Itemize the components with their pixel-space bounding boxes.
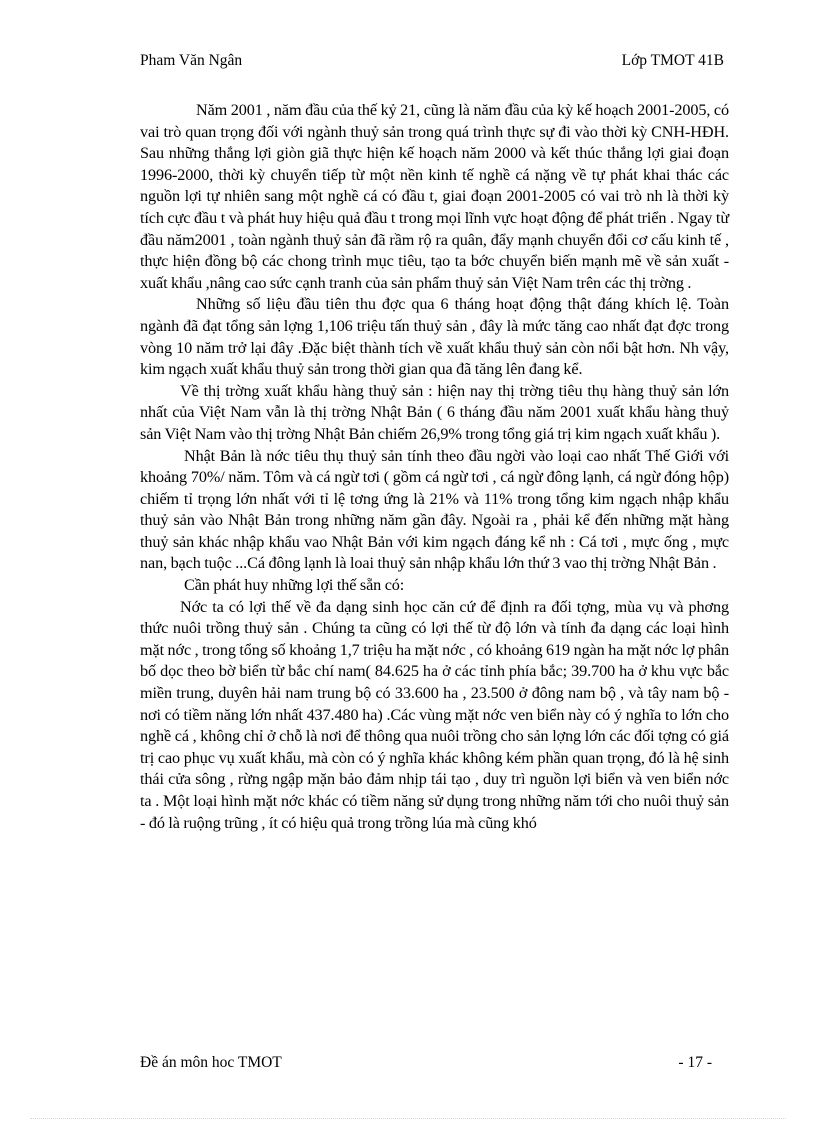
footer-page-number: - 17 - (678, 1054, 712, 1071)
paragraph-first-figures: Những số liệu đầu tiên thu đợc qua 6 tháng hoạt động thật đáng khích lệ. Toàn ngành đã đạt tổng sản lợng 1,106 triệu tấn thuỷ sản , đây là mức tăng cao nhất đạt đợc trong vòng 10 năm trở lại đây .Đặc biệt thành tích về xuất khẩu thuỷ sản còn nổi bật hơn. Nh vậy, kim ngạch xuất khẩu thuỷ sản trong thời gian qua đã tăng lên đang kể. (140, 295, 729, 379)
header-author: Pham Văn Ngân (140, 52, 243, 69)
paragraph-intro-2001: Năm 2001 , năm đầu của thế kỷ 21, cũng là năm đầu của kỳ kế hoạch 2001-2005, có vai trò quan trọng đối với ngành thuỷ sản trong quá trình thực sự đi vào thời kỳ CNH-HĐH. Sau những thắng lợi giòn giã thực hiện kế hoạch năm 2000 và kết thúc thắng lợi giai đoạn 1996-2000, thời kỳ chuyển tiếp từ một nền kinh tế nghề cá nặng về tự phát khai thác các nguồn lợi tự nhiên sang một nghề cá có đầu t, giai đoạn 2001-2005 có vai trò nh là thời kỳ tích cực đầu t và phát huy hiệu quả đầu t trong mọi lĩnh vực hoạt động để phát triển . Ngay từ đầu năm2001 , toàn ngành thuỷ sản đã rầm rộ ra quân, đẩy mạnh chuyển đổi cơ cấu kinh tế , thực hiện đồng bộ các chong trình mục tiêu, tạo ta bớc chuyển biến mạnh mẽ về sản xuất -xuất khẩu ,nâng cao sức cạnh tranh của sản phẩm thuỷ sản Việt Nam trên các thị trờng . (140, 101, 729, 292)
header-class-label: Lớp TMOT 41B (621, 52, 724, 69)
footer-title: Đề án môn hoc TMOT (140, 1054, 282, 1071)
paragraph-export-market: Về thị trờng xuất khẩu hàng thuỷ sản : hiện nay thị trờng tiêu thụ hàng thuỷ sản lớn nhất của Việt Nam vẫn là thị trờng Nhật Bản ( 6 tháng đầu năm 2001 xuất khẩu hàng thuỷ sản Việt Nam vào thị trờng Nhật Bản chiếm 26,9% trong tổng giá trị kim ngạch xuất khẩu ). (140, 381, 729, 443)
page-header (140, 52, 724, 76)
paragraph-biodiversity: Nớc ta có lợi thế về đa dạng sinh học căn cứ để định ra đối tợng, mùa vụ và phơng thức nuôi trồng thuỷ sản . Chúng ta cũng có lợi thế từ độ lớn và tính đa dạng các loại hình mặt nớc , trong tổng số khoảng 1,7 triệu ha mặt nớc , có khoảng 619 ngàn ha mặt nớc lợ phân bố dọc theo bờ biển từ bắc chí nam( 84.625 ha ở các tỉnh phía bắc; 39.700 ha ở khu vực bắc miền trung, duyên hải nam trung bộ có 33.600 ha , 23.500 ở đông nam bộ , và tây nam bộ - nơi có tiềm năng lớn nhất 437.480 ha) .Các vùng mặt nớc ven biển này có ý nghĩa to lớn cho nghề cá , không chỉ ở chỗ là nơi để thông qua nuôi trồng cho sản lợng lớn các đối tợng có giá trị cao phục vụ xuất khẩu, mà còn có ý nghĩa khác không kém phần quan trọng, đó là hệ sinh thái cửa sông , rừng ngập mặn bảo đảm nhịp tái tạo , duy trì nguồn lợi biển và ven biển nớc ta . Một loại hình mặt nớc khác có tiềm năng sử dụng trong những năm tới cho nuôi thuỷ sản - đó là ruộng trũng , ít có hiệu quả trong trồng lúa mà cũng khó (140, 597, 729, 832)
paragraph-japan-consumption: Nhật Bản là nớc tiêu thụ thuỷ sản tính theo đầu ngời vào loại cao nhất Thế Giới với khoảng 70%/ năm. Tôm và cá ngừ tơi ( gồm cá ngừ tơi , cá ngừ đông lạnh, cá ngừ đóng hộp) chiếm tỉ trọng lớn nhất với tỉ lệ tơng ứng là 21% và 11% trong tổng kim ngạch nhập khẩu thuỷ sản vào Nhật Bản trong những năm gần đây. Ngoài ra , phải kể đến những mặt hàng thuỷ sản khác nhập khẩu vao Nhật Bản với kim ngạch đáng kể nh : Cá tơi , mực ống , mực nan, bạch tuộc ...Cá đông lạnh là loai thuỷ sản nhập khẩu lớn thứ 3 vao thị trờng Nhật Bản . (140, 446, 729, 573)
bottom-divider (30, 1118, 786, 1119)
page-footer (140, 1054, 712, 1078)
body-text (140, 100, 729, 834)
paragraph-advantages-heading: Cần phát huy những lợi thế sẵn có: (184, 576, 405, 595)
